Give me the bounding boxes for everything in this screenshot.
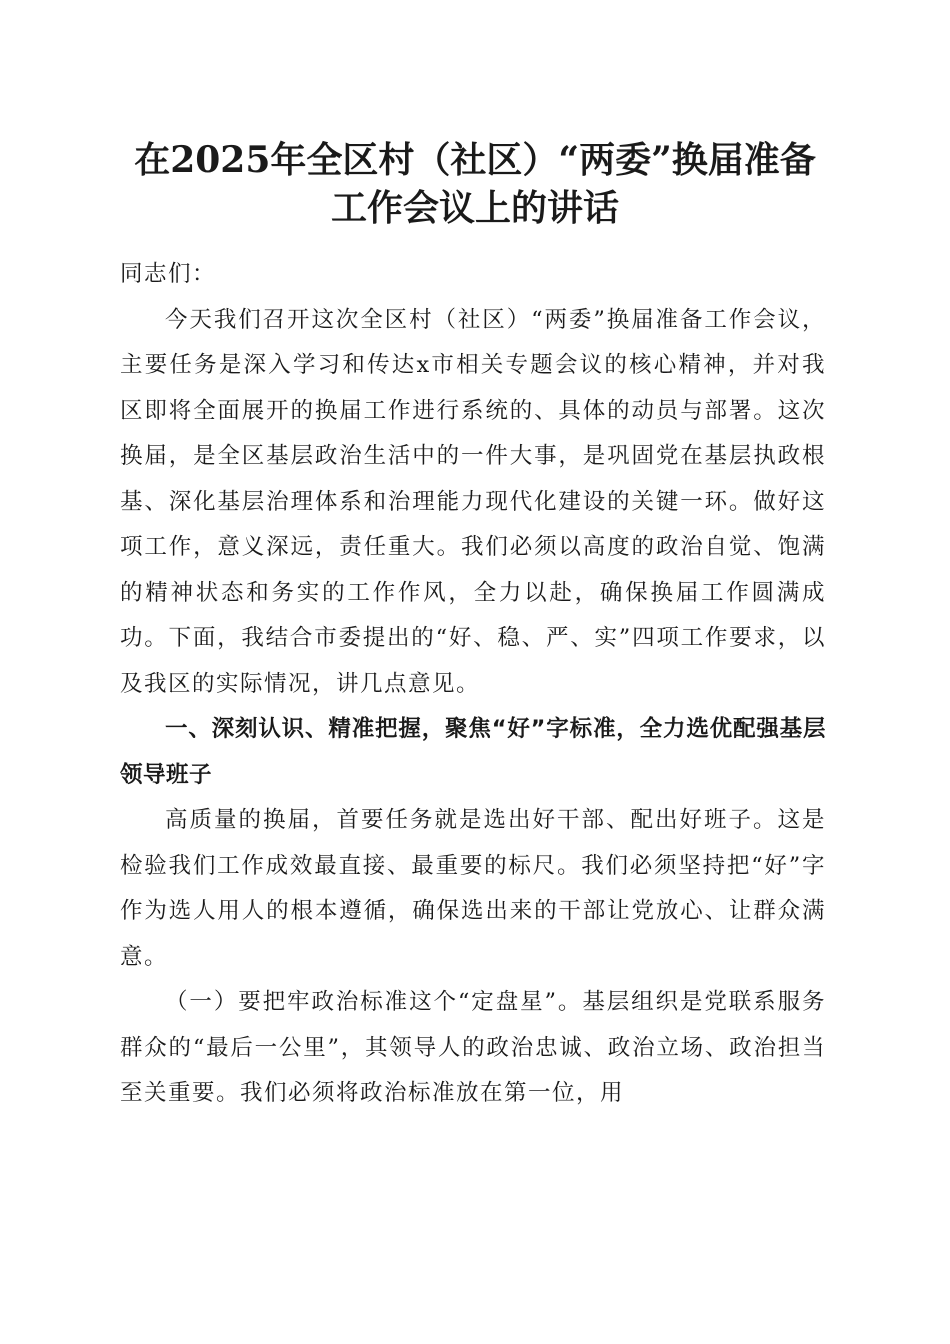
document-title-line-1: 在2025年全区村（社区）“两委”换届准备 bbox=[134, 139, 816, 181]
section-heading-1: 一、深刻认识、精准把握，聚焦“好”字标准，全力选优配强基层领导班子 bbox=[120, 716, 826, 788]
body-paragraph-subsection-1: （一）要把牢政治标准这个“定盘星”。基层组织是党联系服务群众的“最后一公里”，其领导人的政治忠诚、政治立场、政治担当至关重要。我们必须将政治标准放在第一位，用 bbox=[120, 989, 826, 1106]
body-paragraph-intro: 今天我们召开这次全区村（社区）“两委”换届准备工作会议，主要任务是深入学习和传达x市相关专题会议的核心精神，并对我区即将全面展开的换届工作进行系统的、具体的动员与部署。这次换届，是全区基层政治生活中的一件大事，是巩固党在基层执政根基、深化基层治理体系和治理能力现代化建设的关键一环。做好这项工作，意义深远，责任重大。我们必须以高度的政治自觉、饱满的精神状态和务实的工作作风，全力以赴，确保换届工作圆满成功。下面，我结合市委提出的“好、稳、严、实”四项工作要求，以及我区的实际情况，讲几点意见。 bbox=[120, 306, 826, 697]
document-body bbox=[120, 252, 826, 1117]
document-title-line-2: 工作会议上的讲话 bbox=[330, 187, 619, 229]
body-paragraph-section-1: 高质量的换届，首要任务就是选出好干部、配出好班子。这是检验我们工作成效最直接、最重要的标尺。我们必须坚持把“好”字作为选人用人的根本遵循，确保选出来的干部让党放心、让群众满意。 bbox=[120, 807, 826, 970]
salutation: 同志们： bbox=[120, 261, 217, 287]
